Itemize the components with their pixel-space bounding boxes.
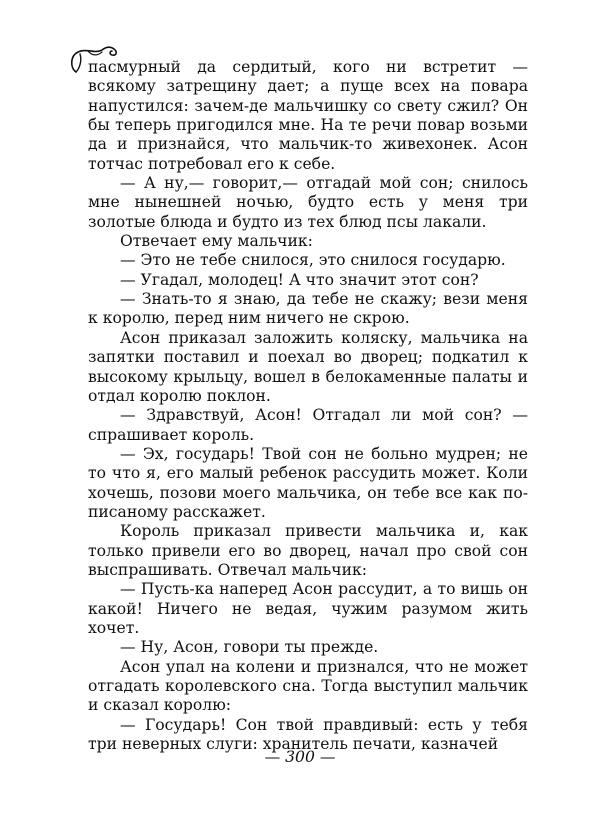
- paragraph: — Ну, Асон, говори ты прежде.: [120, 638, 379, 657]
- paragraph: Отвечает ему мальчик:: [120, 232, 313, 251]
- paragraph: — Знать-то я знаю, да тебе не скажу; вези меня к королю, перед ним ничего не скрою.: [88, 290, 528, 328]
- page-body: [88, 58, 528, 754]
- paragraph: Асон приказал заложить коляску, мальчика на запятки поставил и поехал во дворец; подкатил к высокому крыльцу, вошел в белокаменные палаты и отдал королю поклон.: [88, 328, 528, 405]
- paragraph: пасмурный да сердитый, кого ни встретит — всякому затрещину дает; а пуще всех на повара напустился: зачем-де мальчишку со свету сжил? Он бы теперь пригодился мне. На те речи повар возьми да и признайся, что мальчик-то живехонек. Асон тотчас потребовал его к себе.: [88, 58, 528, 173]
- paragraph: — Пусть-ка наперед Асон рассудит, а то вишь он какой! Ничего не ведая, чужим разумом жить хочет.: [88, 580, 528, 637]
- paragraph: — А ну,— говорит,— отгадай мой сон; снилось мне нынешней ночью, будто есть у меня три золотые блюда и будто из тех блюд псы лакали.: [88, 174, 528, 231]
- paragraph: Король приказал привести мальчика и, как только привели его во дворец, начал про свой сон выспрашивать. Отвечал мальчик:: [88, 522, 528, 579]
- page-number: — 300 —: [264, 748, 336, 766]
- paragraph: — Здравствуй, Асон! Отгадал ли мой сон? — спрашивает король.: [88, 406, 528, 444]
- paragraph: — Это не тебе снилося, это снилося государю.: [120, 251, 506, 270]
- paragraph: — Эх, государь! Твой сон не больно мудрен; не то что я, его малый ребенок рассудить может. Коли хочешь, позови моего мальчика, он тебе все как по-писаному расскажет.: [88, 444, 528, 521]
- paragraph: — Государь! Сон твой правдивый: есть у тебя три неверных слуги: хранитель печати, казначей: [88, 715, 528, 754]
- paragraph: Асон упал на колени и признался, что не может отгадать королевского сна. Тогда выступил мальчик и сказал королю:: [88, 657, 528, 715]
- paragraph: — Угадал, молодец! А что значит этот сон?: [120, 270, 479, 289]
